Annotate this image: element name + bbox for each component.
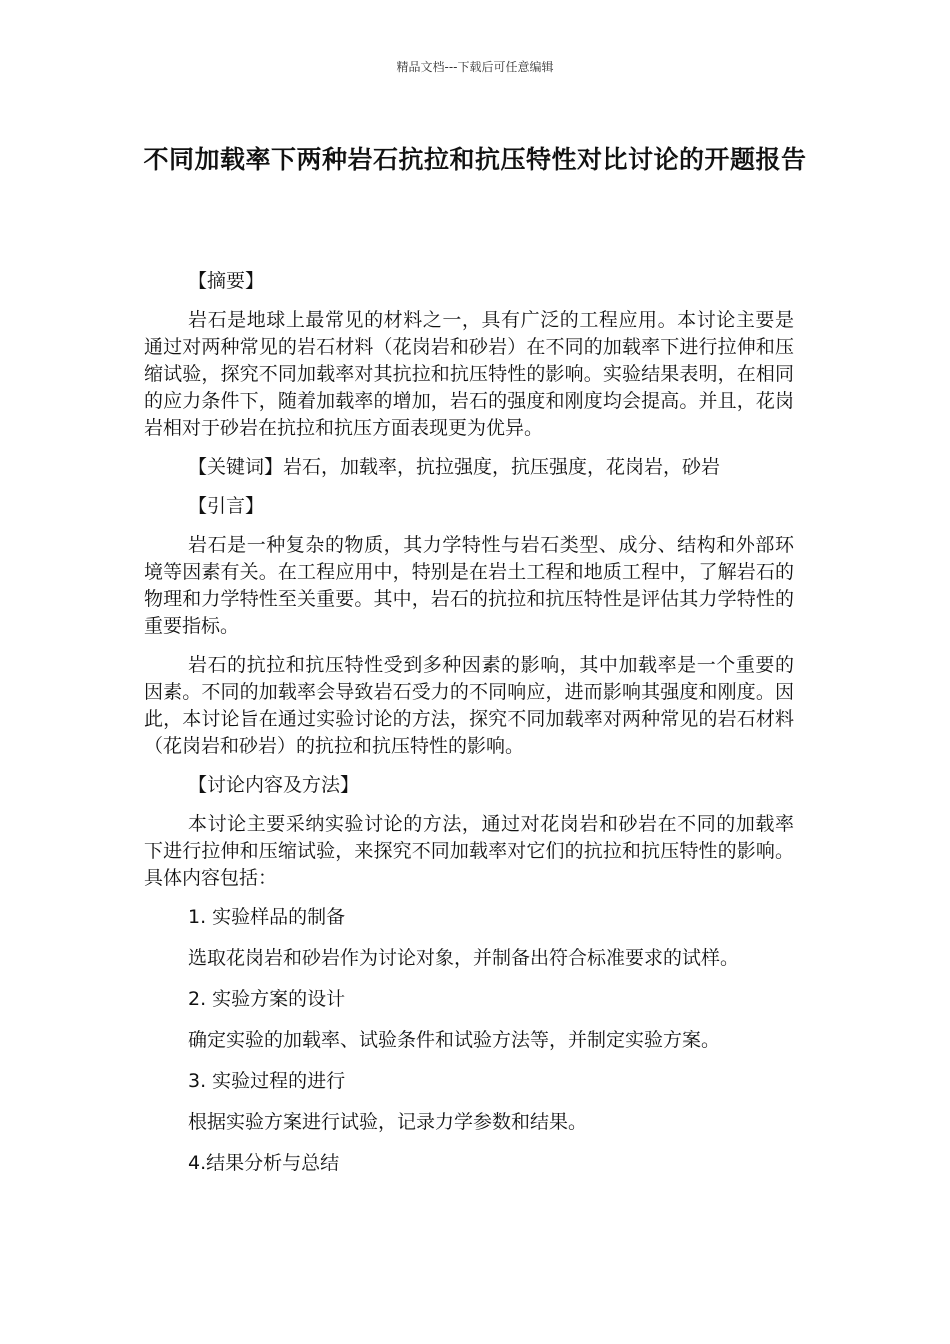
methods-heading: 【讨论内容及方法】 <box>188 774 360 796</box>
document-body <box>144 268 794 1191</box>
methods-intro-paragraph: 本讨论主要采纳实验讨论的方法，通过对花岗岩和砂岩在不同的加载率下进行拉伸和压缩试验，来探究不同加载率对它们的抗拉和抗压特性的影响。具体内容包括： <box>144 813 794 889</box>
method-item-label: 4.结果分析与总结 <box>188 1152 340 1174</box>
method-item-label: 2. 实验方案的设计 <box>188 988 346 1010</box>
header-note: 精品文档---下载后可任意编辑 <box>396 60 554 74</box>
intro-paragraph-2: 岩石的抗拉和抗压特性受到多种因素的影响，其中加载率是一个重要的因素。不同的加载率会导致岩石受力的不同响应，进而影响其强度和刚度。因此，本讨论旨在通过实验讨论的方法，探究不同加载率对两种常见的岩石材料（花岗岩和砂岩）的抗拉和抗压特性的影响。 <box>144 654 794 757</box>
keywords-line: 【关键词】岩石，加载率，抗拉强度，抗压强度，花岗岩，砂岩 <box>188 456 721 478</box>
intro-heading: 【引言】 <box>188 495 265 517</box>
method-item-desc: 选取花岗岩和砂岩作为讨论对象，并制备出符合标准要求的试样。 <box>188 947 740 969</box>
abstract-heading: 【摘要】 <box>188 270 265 292</box>
abstract-paragraph: 岩石是地球上最常见的材料之一，具有广泛的工程应用。本讨论主要是通过对两种常见的岩石材料（花岗岩和砂岩）在不同的加载率下进行拉伸和压缩试验，探究不同加载率对其抗拉和抗压特性的影响。实验结果表明，在相同的应力条件下，随着加载率的增加，岩石的强度和刚度均会提高。并且，花岗岩相对于砂岩在抗拉和抗压方面表现更为优异。 <box>144 309 794 439</box>
method-item-desc: 根据实验方案进行试验，记录力学参数和结果。 <box>188 1111 588 1133</box>
method-item-label: 1. 实验样品的制备 <box>188 906 346 928</box>
document-title: 不同加载率下两种岩石抗拉和抗压特性对比讨论的开题报告 <box>143 145 807 174</box>
intro-paragraph-1: 岩石是一种复杂的物质，其力学特性与岩石类型、成分、结构和外部环境等因素有关。在工程应用中，特别是在岩土工程和地质工程中，了解岩石的物理和力学特性至关重要。其中，岩石的抗拉和抗压特性是评估其力学特性的重要指标。 <box>144 534 794 637</box>
method-item-label: 3. 实验过程的进行 <box>188 1070 346 1092</box>
method-item-desc: 确定实验的加载率、试验条件和试验方法等，并制定实验方案。 <box>188 1029 721 1051</box>
